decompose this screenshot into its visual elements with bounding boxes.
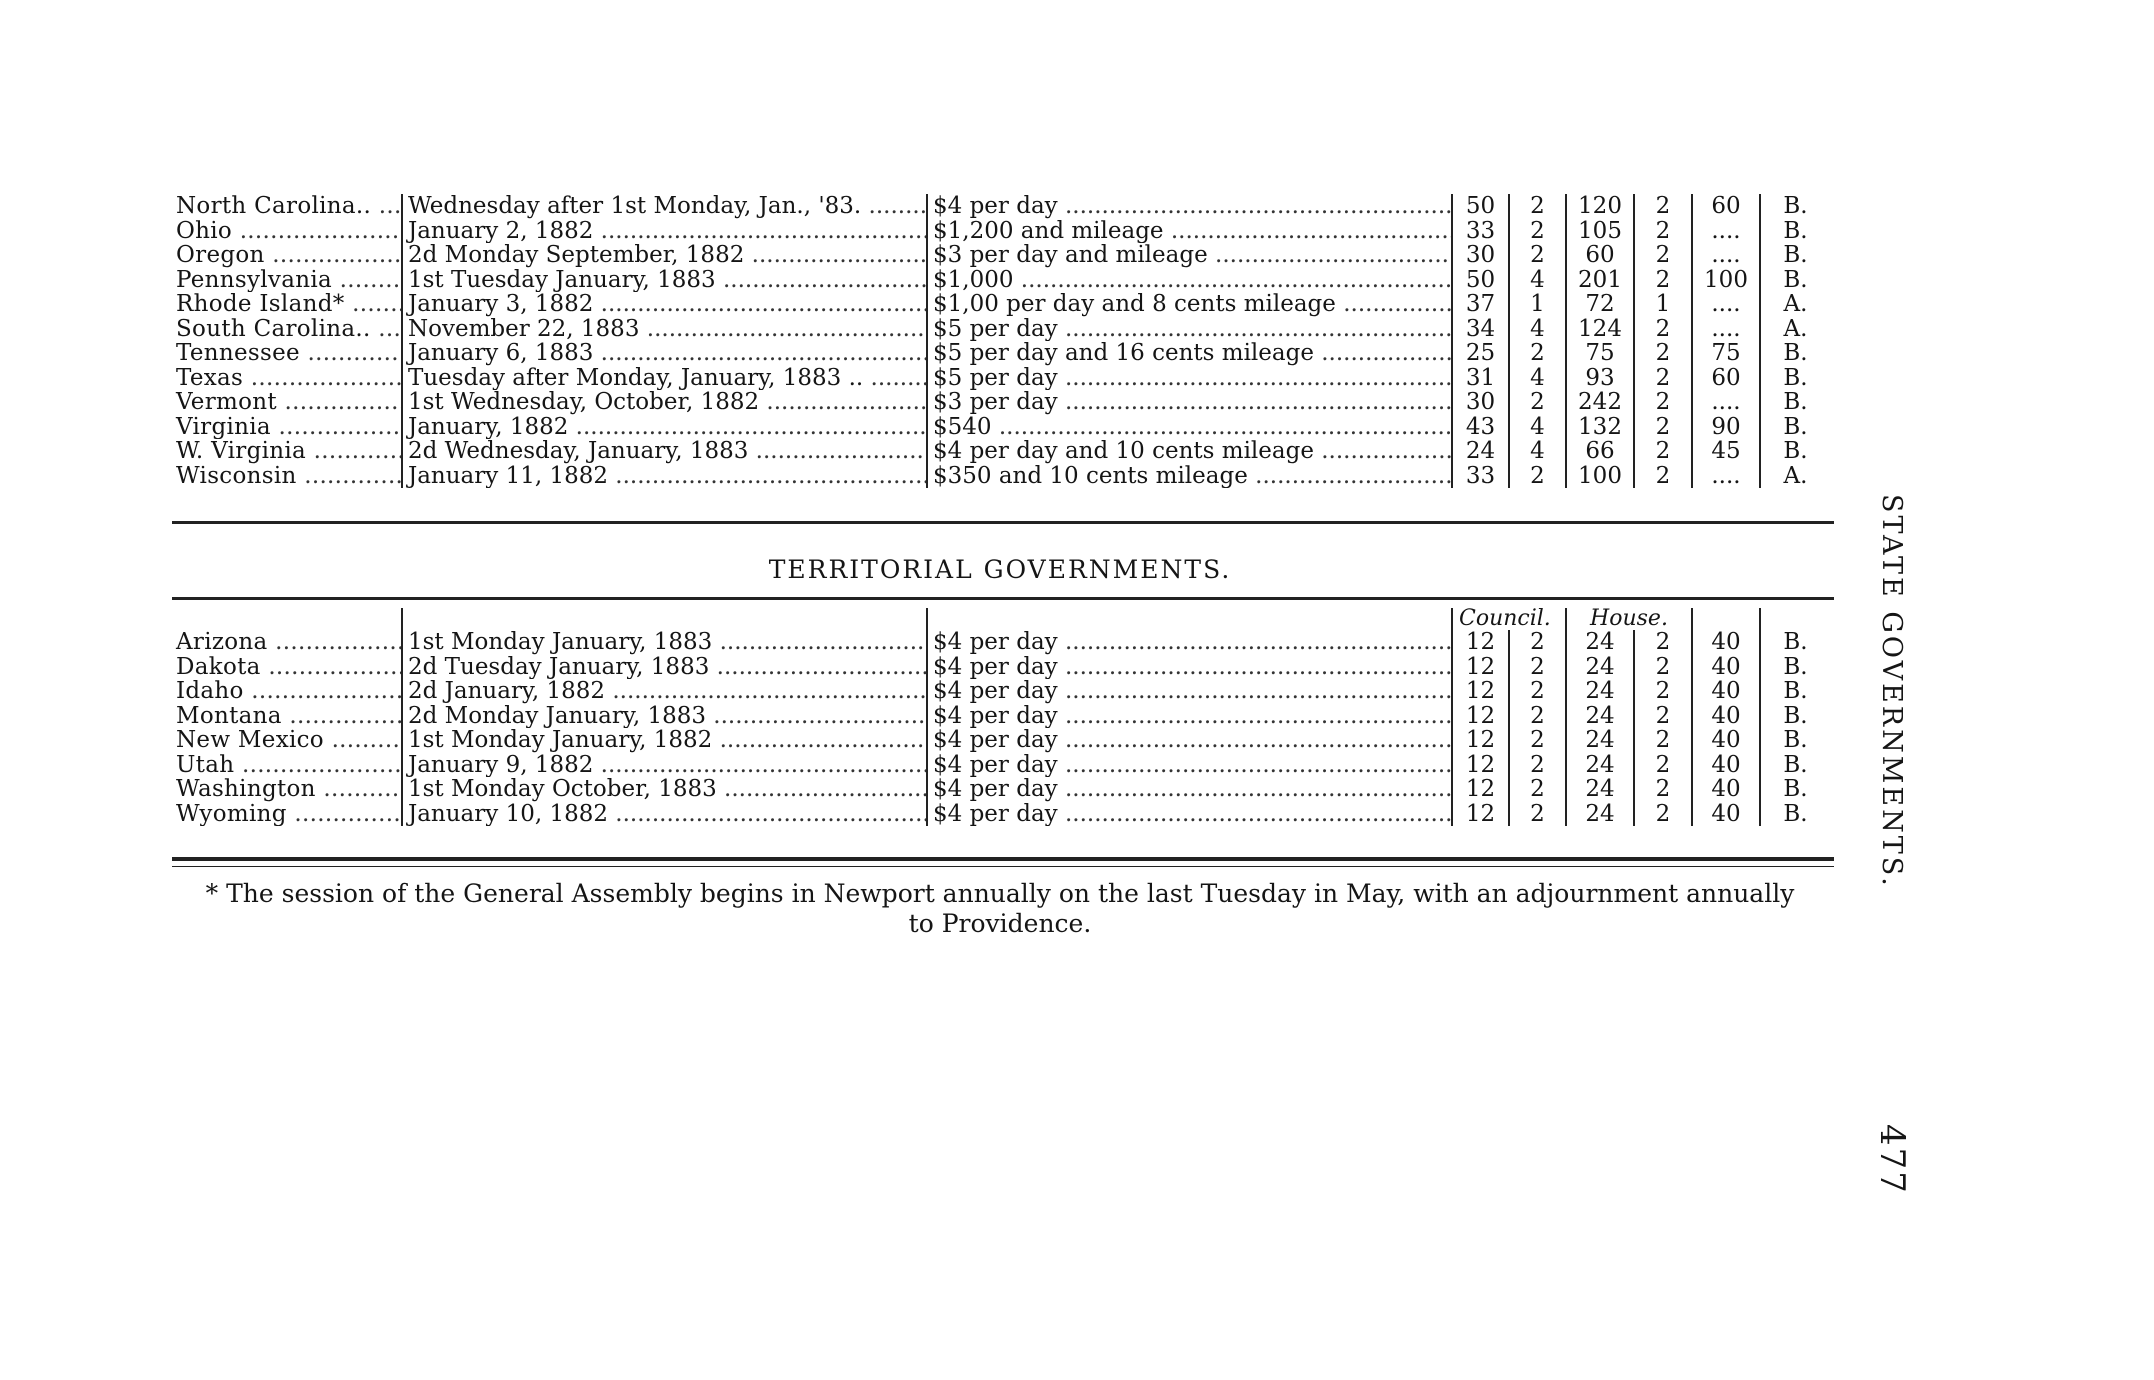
meeting-cell: 1st Tuesday January, 1883 .....: [402, 268, 927, 293]
senate-count-cell: 33: [1452, 464, 1509, 489]
table-row: [170, 243, 1830, 268]
pay-cell: $4 per day .....: [927, 704, 1452, 729]
code-cell: B.: [1760, 679, 1830, 704]
code-cell: B.: [1760, 777, 1830, 802]
meeting-cell: 2d Monday January, 1883 .....: [402, 704, 927, 729]
senate-term-cell: 4: [1509, 317, 1566, 342]
meeting-cell: 1st Monday January, 1882 .....: [402, 728, 927, 753]
session-days-cell: 100: [1692, 268, 1760, 293]
table-row: [170, 753, 1830, 778]
senate-count-cell: 31: [1452, 366, 1509, 391]
table-row: [170, 415, 1830, 440]
session-days-cell: 60: [1692, 366, 1760, 391]
table-row: [170, 728, 1830, 753]
name-cell: Tennessee .....: [170, 341, 402, 366]
senate-count-cell: 12: [1452, 802, 1509, 827]
name-cell: Montana .....: [170, 704, 402, 729]
code-cell: B.: [1760, 390, 1830, 415]
senate-count-cell: 43: [1452, 415, 1509, 440]
name-cell: South Carolina.. .....: [170, 317, 402, 342]
pay-cell: $4 per day .....: [927, 655, 1452, 680]
senate-count-cell: 37: [1452, 292, 1509, 317]
house-count-cell: 120: [1566, 194, 1634, 219]
pay-cell: $5 per day .....: [927, 366, 1452, 391]
code-cell: B.: [1760, 415, 1830, 440]
pay-cell: $4 per day .....: [927, 753, 1452, 778]
house-count-cell: 66: [1566, 439, 1634, 464]
senate-term-cell: 2: [1509, 194, 1566, 219]
table-row: [170, 341, 1830, 366]
session-days-cell: 40: [1692, 728, 1760, 753]
code-cell: B.: [1760, 704, 1830, 729]
senate-count-cell: 12: [1452, 679, 1509, 704]
house-term-cell: 2: [1634, 777, 1692, 802]
code-cell: B.: [1760, 219, 1830, 244]
table-row: [170, 366, 1830, 391]
session-days-cell: ....: [1692, 219, 1760, 244]
meeting-cell: January 2, 1882 .....: [402, 219, 927, 244]
senate-term-cell: 4: [1509, 366, 1566, 391]
name-cell: New Mexico .....: [170, 728, 402, 753]
house-term-cell: 2: [1634, 268, 1692, 293]
meeting-cell: November 22, 1883 .....: [402, 317, 927, 342]
senate-count-cell: 50: [1452, 268, 1509, 293]
territories-table: [170, 608, 1830, 826]
council-subhead: Council.: [1452, 608, 1566, 630]
meeting-cell: Wednesday after 1st Monday, Jan., '83. .....: [402, 194, 927, 219]
house-count-cell: 24: [1566, 753, 1634, 778]
name-cell: Texas .....: [170, 366, 402, 391]
senate-term-cell: 2: [1509, 802, 1566, 827]
pay-cell: $350 and 10 cents mileage .....: [927, 464, 1452, 489]
table-row: [170, 630, 1830, 655]
pay-cell: $4 per day .....: [927, 679, 1452, 704]
table-row: [170, 219, 1830, 244]
name-cell: Wisconsin .....: [170, 464, 402, 489]
code-cell: B.: [1760, 439, 1830, 464]
name-cell: Utah .....: [170, 753, 402, 778]
pay-cell: $5 per day and 16 cents mileage .....: [927, 341, 1452, 366]
session-days-cell: ....: [1692, 317, 1760, 342]
senate-count-cell: 50: [1452, 194, 1509, 219]
territories-table-body: [170, 630, 1830, 826]
code-cell: B.: [1760, 802, 1830, 827]
table-row: [170, 655, 1830, 680]
table-row: [170, 704, 1830, 729]
pay-cell: $3 per day and mileage .....: [927, 243, 1452, 268]
meeting-cell: 1st Wednesday, October, 1882 .....: [402, 390, 927, 415]
house-count-cell: 75: [1566, 341, 1634, 366]
code-cell: A.: [1760, 464, 1830, 489]
house-term-cell: 2: [1634, 415, 1692, 440]
pay-cell: $3 per day .....: [927, 390, 1452, 415]
table-rule: [172, 866, 1834, 867]
code-cell: B.: [1760, 366, 1830, 391]
house-count-cell: 93: [1566, 366, 1634, 391]
territorial-heading: TERRITORIAL GOVERNMENTS.: [768, 555, 1232, 584]
senate-term-cell: 2: [1509, 704, 1566, 729]
pay-cell: $4 per day .....: [927, 777, 1452, 802]
senate-count-cell: 12: [1452, 655, 1509, 680]
meeting-cell: January 6, 1883 .....: [402, 341, 927, 366]
meeting-cell: 2d Wednesday, January, 1883 .....: [402, 439, 927, 464]
house-subhead: House.: [1566, 608, 1692, 630]
pay-cell: $4 per day and 10 cents mileage .....: [927, 439, 1452, 464]
code-cell: B.: [1760, 341, 1830, 366]
table-row: [170, 194, 1830, 219]
meeting-cell: January 3, 1882 .....: [402, 292, 927, 317]
table-row: [170, 802, 1830, 827]
name-cell: Pennsylvania .....: [170, 268, 402, 293]
session-days-cell: 40: [1692, 630, 1760, 655]
session-days-cell: 40: [1692, 777, 1760, 802]
house-term-cell: 1: [1634, 292, 1692, 317]
pay-cell: $1,000 .....: [927, 268, 1452, 293]
senate-count-cell: 12: [1452, 753, 1509, 778]
senate-count-cell: 24: [1452, 439, 1509, 464]
name-cell: W. Virginia .....: [170, 439, 402, 464]
session-days-cell: ....: [1692, 292, 1760, 317]
table-row: [170, 679, 1830, 704]
house-count-cell: 24: [1566, 777, 1634, 802]
pay-cell: $540 .....: [927, 415, 1452, 440]
meeting-cell: January, 1882 .....: [402, 415, 927, 440]
name-cell: Vermont .....: [170, 390, 402, 415]
senate-term-cell: 2: [1509, 341, 1566, 366]
senate-term-cell: 1: [1509, 292, 1566, 317]
senate-term-cell: 2: [1509, 630, 1566, 655]
pay-cell: $4 per day .....: [927, 728, 1452, 753]
senate-term-cell: 2: [1509, 243, 1566, 268]
states-table-body: [170, 194, 1830, 488]
house-count-cell: 24: [1566, 728, 1634, 753]
senate-count-cell: 12: [1452, 630, 1509, 655]
house-term-cell: 2: [1634, 390, 1692, 415]
session-days-cell: ....: [1692, 243, 1760, 268]
code-cell: B.: [1760, 268, 1830, 293]
code-cell: B.: [1760, 728, 1830, 753]
house-count-cell: 24: [1566, 630, 1634, 655]
name-cell: Washington .....: [170, 777, 402, 802]
footnote: * The session of the General Assembly begins in Newport annually on the last Tuesday in May, with an adjournment annually to Providence.: [205, 879, 1795, 938]
session-days-cell: 40: [1692, 753, 1760, 778]
house-count-cell: 132: [1566, 415, 1634, 440]
table-row: [170, 292, 1830, 317]
senate-term-cell: 2: [1509, 219, 1566, 244]
house-term-cell: 2: [1634, 194, 1692, 219]
table-row: [170, 439, 1830, 464]
house-count-cell: 100: [1566, 464, 1634, 489]
senate-count-cell: 30: [1452, 243, 1509, 268]
session-days-cell: 60: [1692, 194, 1760, 219]
session-days-cell: ....: [1692, 390, 1760, 415]
house-count-cell: 105: [1566, 219, 1634, 244]
senate-count-cell: 30: [1452, 390, 1509, 415]
house-count-cell: 201: [1566, 268, 1634, 293]
meeting-cell: 1st Monday January, 1883 .....: [402, 630, 927, 655]
house-term-cell: 2: [1634, 317, 1692, 342]
senate-count-cell: 34: [1452, 317, 1509, 342]
table-row: [170, 268, 1830, 293]
session-days-cell: 40: [1692, 704, 1760, 729]
house-term-cell: 2: [1634, 630, 1692, 655]
table-row: [170, 464, 1830, 489]
table-rule: [172, 521, 1834, 524]
name-cell: Virginia .....: [170, 415, 402, 440]
table-row: [170, 317, 1830, 342]
page-number: 477: [1872, 1124, 1912, 1195]
name-cell: Rhode Island* .....: [170, 292, 402, 317]
meeting-cell: 2d January, 1882 .....: [402, 679, 927, 704]
table-row: [170, 390, 1830, 415]
session-days-cell: 45: [1692, 439, 1760, 464]
house-term-cell: 2: [1634, 243, 1692, 268]
name-cell: Ohio .....: [170, 219, 402, 244]
meeting-cell: 1st Monday October, 1883 .....: [402, 777, 927, 802]
session-days-cell: 40: [1692, 679, 1760, 704]
name-cell: North Carolina.. .....: [170, 194, 402, 219]
meeting-cell: 2d Tuesday January, 1883 .....: [402, 655, 927, 680]
house-count-cell: 24: [1566, 802, 1634, 827]
house-term-cell: 2: [1634, 728, 1692, 753]
house-count-cell: 24: [1566, 679, 1634, 704]
name-cell: Arizona .....: [170, 630, 402, 655]
senate-count-cell: 33: [1452, 219, 1509, 244]
senate-count-cell: 12: [1452, 704, 1509, 729]
code-cell: B.: [1760, 753, 1830, 778]
code-cell: B.: [1760, 630, 1830, 655]
house-count-cell: 24: [1566, 704, 1634, 729]
name-cell: Wyoming .....: [170, 802, 402, 827]
table-rule: [172, 857, 1834, 861]
code-cell: B.: [1760, 194, 1830, 219]
pay-cell: $5 per day .....: [927, 317, 1452, 342]
meeting-cell: January 10, 1882 .....: [402, 802, 927, 827]
senate-term-cell: 2: [1509, 655, 1566, 680]
pay-cell: $1,00 per day and 8 cents mileage .....: [927, 292, 1452, 317]
meeting-cell: January 9, 1882 .....: [402, 753, 927, 778]
states-table: [170, 194, 1830, 488]
name-cell: Dakota .....: [170, 655, 402, 680]
senate-term-cell: 4: [1509, 415, 1566, 440]
senate-count-cell: 12: [1452, 728, 1509, 753]
house-term-cell: 2: [1634, 464, 1692, 489]
table-rule: [172, 597, 1834, 600]
senate-count-cell: 12: [1452, 777, 1509, 802]
senate-term-cell: 2: [1509, 679, 1566, 704]
session-days-cell: 90: [1692, 415, 1760, 440]
senate-term-cell: 4: [1509, 439, 1566, 464]
senate-term-cell: 2: [1509, 728, 1566, 753]
code-cell: B.: [1760, 655, 1830, 680]
senate-term-cell: 2: [1509, 777, 1566, 802]
table-row: [170, 777, 1830, 802]
house-term-cell: 2: [1634, 366, 1692, 391]
pay-cell: $1,200 and mileage .....: [927, 219, 1452, 244]
house-term-cell: 2: [1634, 341, 1692, 366]
house-term-cell: 2: [1634, 802, 1692, 827]
house-count-cell: 24: [1566, 655, 1634, 680]
house-term-cell: 2: [1634, 704, 1692, 729]
house-term-cell: 2: [1634, 679, 1692, 704]
pay-cell: $4 per day .....: [927, 194, 1452, 219]
pay-cell: $4 per day .....: [927, 802, 1452, 827]
house-count-cell: 60: [1566, 243, 1634, 268]
session-days-cell: ....: [1692, 464, 1760, 489]
name-cell: Oregon .....: [170, 243, 402, 268]
house-count-cell: 72: [1566, 292, 1634, 317]
code-cell: B.: [1760, 243, 1830, 268]
senate-term-cell: 2: [1509, 390, 1566, 415]
meeting-cell: January 11, 1882 .....: [402, 464, 927, 489]
house-count-cell: 242: [1566, 390, 1634, 415]
session-days-cell: 75: [1692, 341, 1760, 366]
code-cell: A.: [1760, 292, 1830, 317]
senate-count-cell: 25: [1452, 341, 1509, 366]
house-term-cell: 2: [1634, 655, 1692, 680]
name-cell: Idaho .....: [170, 679, 402, 704]
code-cell: A.: [1760, 317, 1830, 342]
house-count-cell: 124: [1566, 317, 1634, 342]
senate-term-cell: 4: [1509, 268, 1566, 293]
session-days-cell: 40: [1692, 655, 1760, 680]
session-days-cell: 40: [1692, 802, 1760, 827]
senate-term-cell: 2: [1509, 464, 1566, 489]
running-head: STATE GOVERNMENTS.: [1876, 494, 1907, 889]
pay-cell: $4 per day .....: [927, 630, 1452, 655]
meeting-cell: 2d Monday September, 1882 .....: [402, 243, 927, 268]
senate-term-cell: 2: [1509, 753, 1566, 778]
house-term-cell: 2: [1634, 753, 1692, 778]
territory-subhead-row: [170, 608, 1830, 630]
meeting-cell: Tuesday after Monday, January, 1883 .. .....: [402, 366, 927, 391]
house-term-cell: 2: [1634, 219, 1692, 244]
house-term-cell: 2: [1634, 439, 1692, 464]
